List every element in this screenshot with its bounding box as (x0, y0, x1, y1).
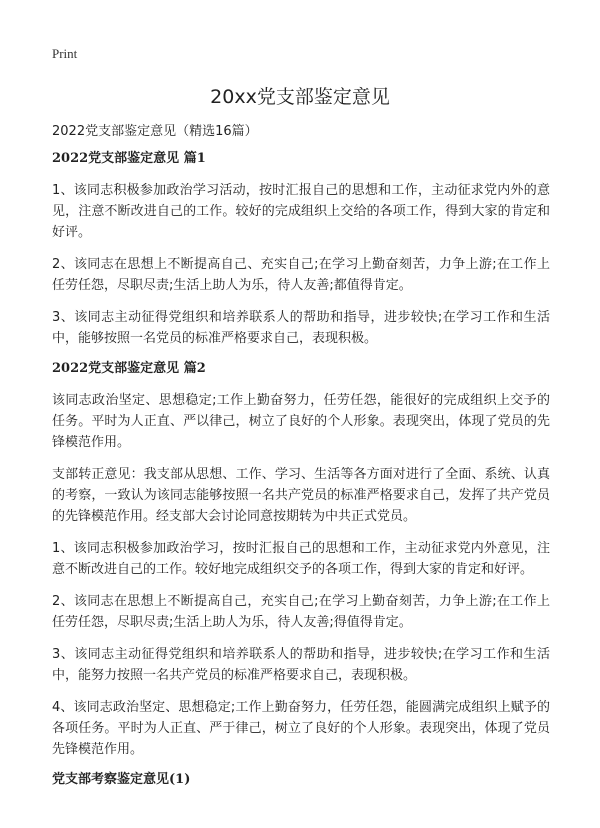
paragraph: 支部转正意见：我支部从思想、工作、学习、生活等各方面对进行了全面、系统、认真的考察，一致认为该同志能够按照一名共产党员的标准严格要求自己，发挥了共产党员的先锋模范作用。经支部大会讨论同意按期转为中共正式党员。 (52, 467, 550, 524)
section-3 (52, 771, 550, 789)
paragraph: 3、该同志主动征得党组织和培养联系人的帮助和指导，进步较快;在学习工作和生活中，能努力按照一名共产党员的标准严格要求自己，表现积极。 (52, 647, 550, 683)
paragraph: 1、该同志积极参加政治学习，按时汇报自己的思想和工作，主动征求党内外意见，注意不断改进自己的工作。较好地完成组织交予的各项工作，得到大家的肯定和好评。 (52, 541, 550, 577)
section-1 (52, 150, 550, 349)
paragraph: 1、该同志积极参加政治学习活动，按时汇报自己的思想和工作，主动征求党内外的意见，注意不断改进自己的工作。较好的完成组织上交给的各项工作，得到大家的肯定和好评。 (52, 183, 550, 240)
paragraph: 3、该同志主动征得党组织和培养联系人的帮助和指导，进步较快;在学习工作和生活中，能够按照一名党员的标准严格要求自己，表现积极。 (52, 310, 550, 346)
paragraph: 2、该同志在思想上不断提高自己、充实自己;在学习上勤奋刻苦，力争上游;在工作上任劳任怨，尽职尽责;生活上助人为乐，待人友善;都值得肯定。 (52, 257, 550, 293)
paragraph: 该同志政治坚定、思想稳定;工作上勤奋努力，任劳任怨，能很好的完成组织上交予的任务。平时为人正直、严以律己，树立了良好的个人形象。表现突出，体现了党员的先锋模范作用。 (52, 393, 550, 450)
section-heading: 2022党支部鉴定意见 篇2 (52, 361, 206, 376)
document-title: 20xx党支部鉴定意见 (210, 86, 390, 108)
paragraph: 4、该同志政治坚定、思想稳定;工作上勤奋努力，任劳任怨，能圆满完成组织上赋予的各项任务。平时为人正直、严于律己，树立了良好的个人形象。表现突出，体现了党员先锋模范作用。 (52, 700, 550, 757)
section-2 (52, 360, 550, 760)
print-link[interactable]: Print (52, 46, 78, 61)
document-subtitle: 2022党支部鉴定意见（精选16篇） (52, 124, 258, 139)
paragraph: 2、该同志在思想上不断提高自己，充实自己;在学习上勤奋刻苦，力争上游;在工作上任劳任怨，尽职尽责;生活上助人为乐，待人友善;得值得肯定。 (52, 594, 550, 630)
section-heading: 2022党支部鉴定意见 篇1 (52, 151, 206, 166)
document-body (52, 150, 550, 801)
section-heading: 党支部考察鉴定意见(1) (52, 772, 191, 787)
